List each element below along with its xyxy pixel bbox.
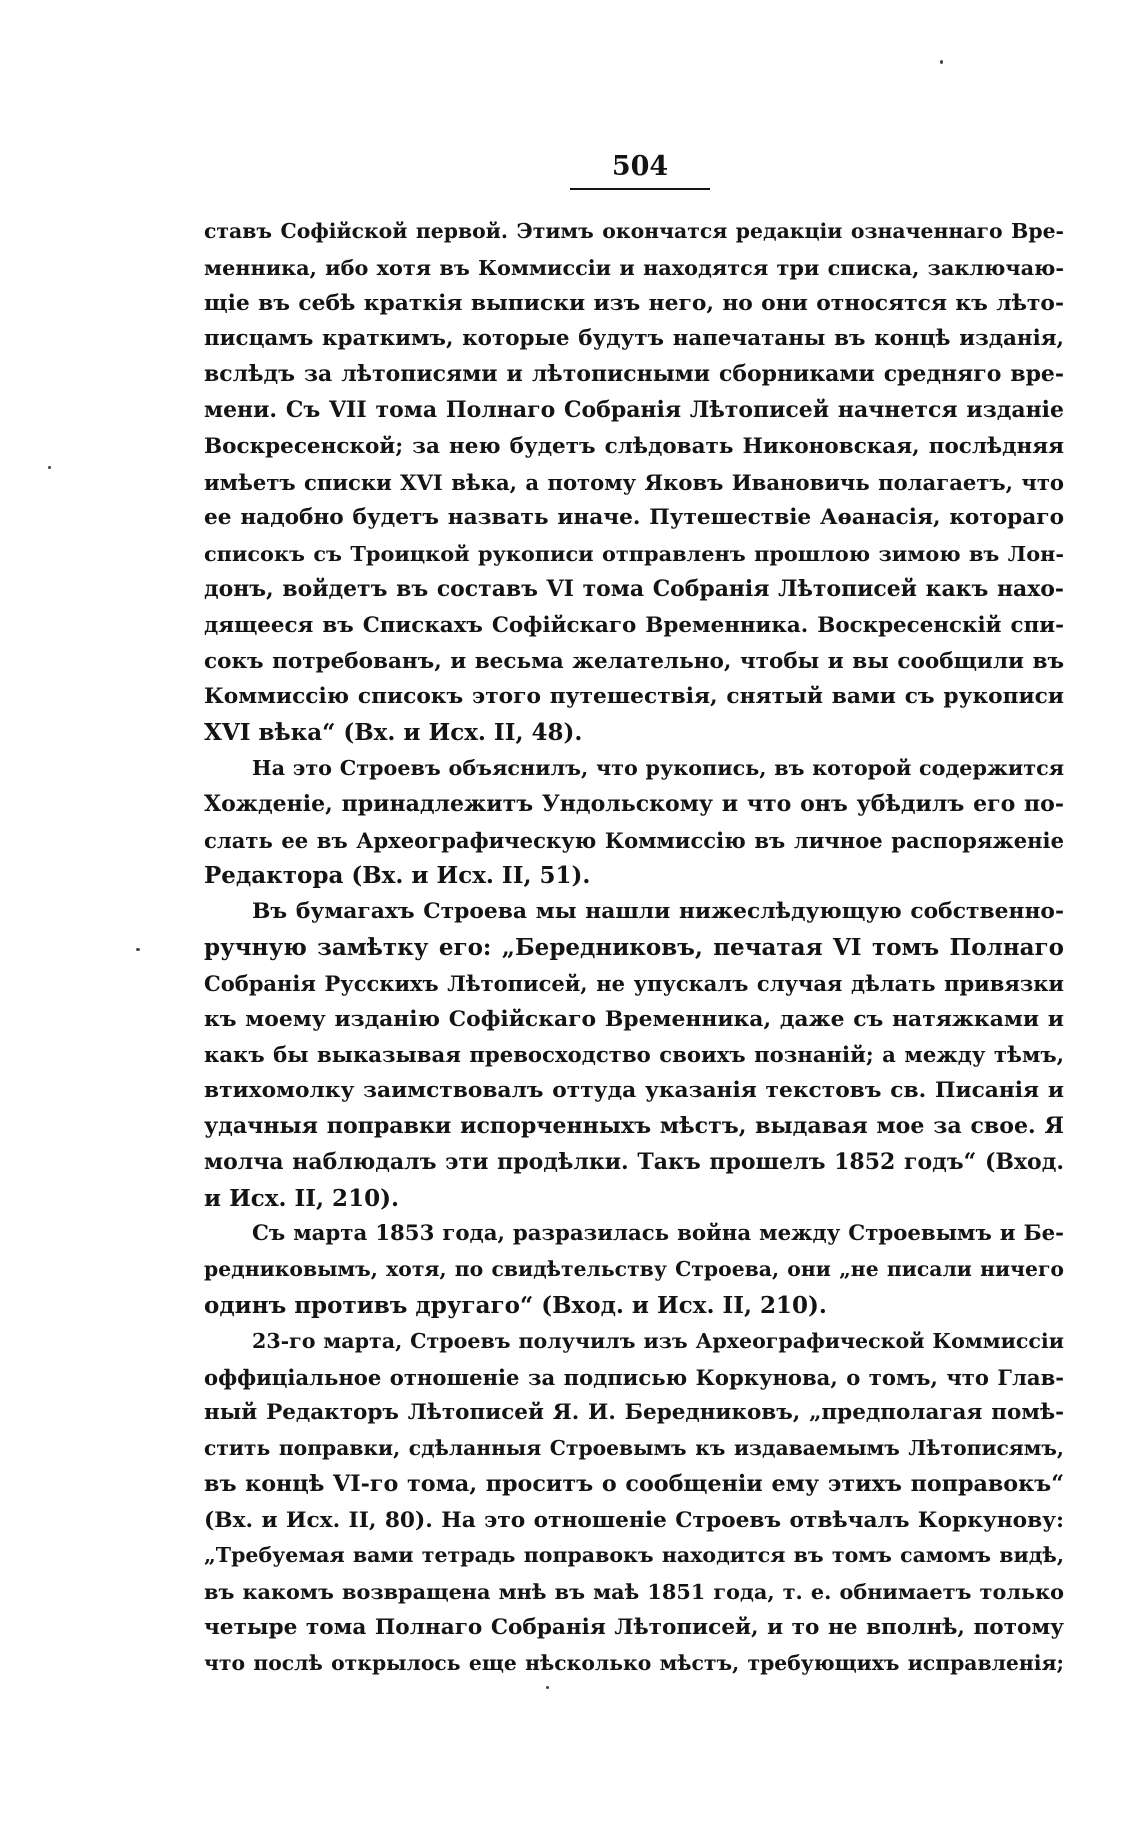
scan-speck	[136, 948, 140, 951]
text-line: къ моему изданію Софійскаго Временника, даже съ натяжками и	[204, 1005, 1064, 1032]
text-line: 23-го марта, Строевъ получилъ изъ Археографической Коммиссіи	[252, 1328, 1064, 1353]
text-line: Въ бумагахъ Строева мы нашли нижеслѣдующую собственно-	[252, 899, 1064, 925]
text-line: ее надобно будетъ назвать иначе. Путешествіе Аѳанасія, котораго	[204, 505, 1064, 531]
text-line: мени. Съ VII тома Полнаго Собранія Лѣтописей начнется изданіе	[204, 396, 1064, 423]
text-line: щіе въ себѣ краткія выписки изъ него, но они относятся къ лѣто-	[204, 290, 1064, 316]
text-line: стить поправки, сдѣланныя Строевымъ къ издаваемымъ Лѣтописямъ,	[204, 1436, 1064, 1461]
text-line: слать ее въ Археографическую Коммиссію въ личное распоряженіе	[204, 827, 1064, 853]
text-line: дящееся въ Спискахъ Софійскаго Временника. Воскресенскій спи-	[204, 612, 1064, 638]
text-line: ручную замѣтку его: „Бередниковъ, печатая VI томъ Полнаго	[204, 933, 1064, 961]
text-line: имѣетъ списки XVI вѣка, а потому Яковъ Ивановичь полагаетъ, что	[204, 469, 1064, 495]
text-line: молча наблюдалъ эти продѣлки. Такъ прошелъ 1852 годъ“ (Вход.	[204, 1148, 1064, 1175]
body-text	[204, 214, 1064, 1682]
text-line: въ какомъ возвращена мнѣ въ маѣ 1851 года, т. е. обнимаетъ только	[204, 1579, 1064, 1605]
text-line: вслѣдъ за лѣтописями и лѣтописными сборниками средняго вре-	[204, 361, 1064, 388]
text-line: (Вх. и Исх. II, 80). На это отношеніе Строевъ отвѣчалъ Коркунову:	[204, 1507, 1064, 1533]
text-line: Коммиссію списокъ этого путешествія, снятый вами съ рукописи	[204, 684, 1064, 710]
scan-speck	[546, 1686, 549, 1689]
text-line: втихомолку заимствовалъ оттуда указанія текстовъ св. Писанія и	[204, 1078, 1064, 1104]
text-line: Съ марта 1853 года, разразилась война между Строевымъ и Бе-	[252, 1221, 1064, 1247]
text-line: что послѣ открылось еще нѣсколько мѣстъ, требующихъ исправленія;	[204, 1650, 1064, 1675]
text-line: одинъ противъ другаго“ (Вход. и Исх. II, 210).	[204, 1291, 827, 1319]
scan-speck	[48, 466, 51, 469]
text-line: менника, ибо хотя въ Коммиссіи и находятся три списка, заключаю-	[204, 254, 1064, 280]
text-line: Собранія Русскихъ Лѣтописей, не упускалъ случая дѣлать привязки	[204, 970, 1064, 996]
text-line: писцамъ краткимъ, которые будутъ напечатаны въ концѣ изданія,	[204, 326, 1064, 352]
text-line: Хожденіе, принадлежитъ Ундольскому и что онъ убѣдилъ его по-	[204, 790, 1064, 817]
text-line: удачныя поправки испорченныхъ мѣстъ, выдавая мое за свое. Я	[204, 1112, 1064, 1139]
text-line: ный Редакторъ Лѣтописей Я. И. Бередниковъ, „предполагая помѣ-	[204, 1400, 1064, 1426]
page-number: 504	[570, 150, 710, 190]
text-line: списокъ съ Троицкой рукописи отправленъ прошлою зимою въ Лон-	[204, 541, 1064, 567]
text-line: „Требуемая вами тетрадь поправокъ находится въ томъ самомъ видѣ,	[204, 1543, 1064, 1568]
text-line: XVI вѣка“ (Вх. и Исх. II, 48).	[204, 719, 583, 747]
text-line: донъ, войдетъ въ составъ VI тома Собранія Лѣтописей какъ нахо-	[204, 575, 1064, 602]
text-line: въ концѣ VI-го тома, проситъ о сообщеніи ему этихъ поправокъ“	[204, 1470, 1064, 1497]
text-line: какъ бы выказывая превосходство своихъ познаній; а между тѣмъ,	[204, 1042, 1064, 1068]
text-line: редниковымъ, хотя, по свидѣтельству Строева, они „не писали ничего	[204, 1257, 1064, 1282]
scan-speck	[940, 60, 943, 64]
text-line: Редактора (Вх. и Исх. II, 51).	[204, 862, 591, 890]
text-line: На это Строевъ объяснилъ, что рукопись, въ которой содержится	[252, 755, 1064, 780]
text-line: оффиціальное отношеніе за подписью Коркунова, о томъ, что Глав-	[204, 1364, 1064, 1390]
text-line: и Исх. II, 210).	[204, 1184, 399, 1212]
text-line: ставъ Софійской первой. Этимъ окончатся редакціи означеннаго Вре-	[204, 219, 1064, 243]
text-line: Воскресенской; за нею будетъ слѣдовать Никоновская, послѣдняя	[204, 433, 1064, 459]
text-line: сокъ потребованъ, и весьма желательно, чтобы и вы сообщили въ	[204, 648, 1064, 674]
text-line: четыре тома Полнаго Собранія Лѣтописей, и то не вполнѣ, потому	[204, 1615, 1064, 1641]
